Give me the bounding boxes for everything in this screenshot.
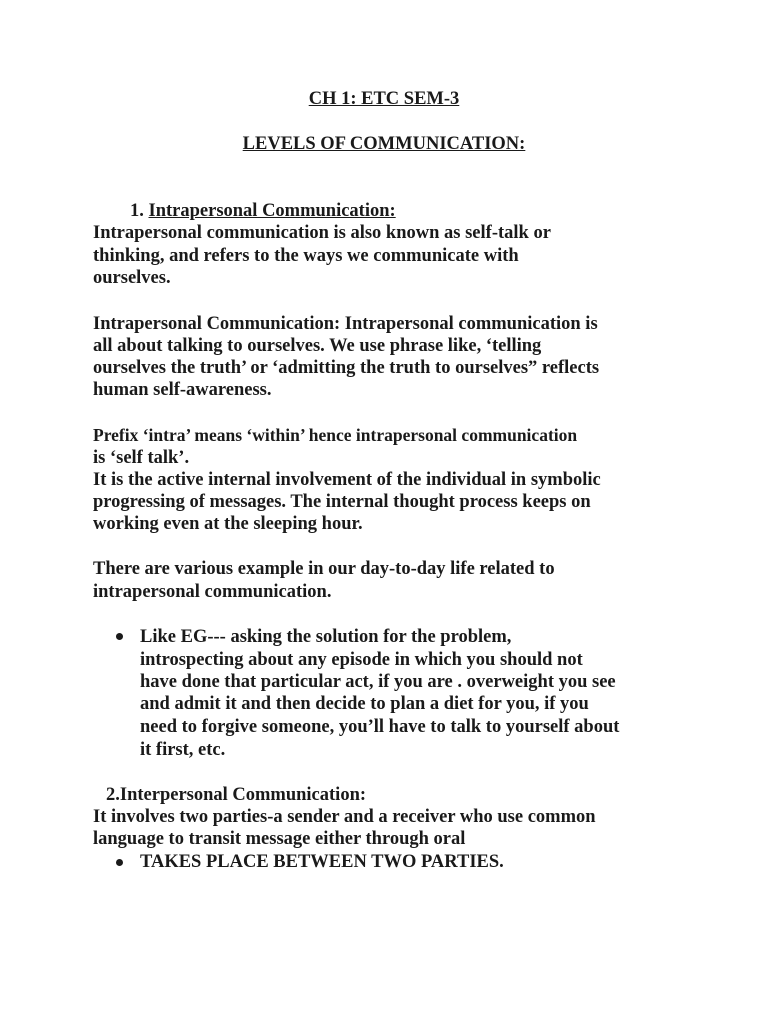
section-2-bullet: TAKES PLACE BETWEEN TWO PARTIES. [140,852,504,872]
section-1-para2-line: human self-awareness. [93,380,272,400]
section-1-para2-line: all about talking to ourselves. We use phrase like, ‘telling [93,336,542,356]
section-1-title: Intrapersonal Communication: [148,201,396,221]
section-1-para3-line: progressing of messages. The internal thought process keeps on [93,492,591,512]
section-1-para1-line: thinking, and refers to the ways we communicate with [93,246,519,266]
document-header: CH 1: ETC SEM-3 [308,89,460,109]
document-subheader: LEVELS OF COMMUNICATION: [242,134,526,154]
section-1-para3-line: working even at the sleeping hour. [93,514,363,534]
section-1-para2-line: Intrapersonal Communication: Intrapersonal communication is [93,314,598,334]
bullet-line: it first, etc. [140,740,226,760]
section-1-para3-line: is ‘self talk’. [93,448,190,468]
section-1-number: 1. [130,201,144,221]
bullet-line: and admit it and then decide to plan a diet for you, if you [140,694,589,714]
section-1-para2-line: ourselves the truth’ or ‘admitting the truth to ourselves” reflects [93,358,600,378]
section-1-para1-line: Intrapersonal communication is also known as self-talk or [93,223,551,243]
section-2-title: 2.Interpersonal Communication: [106,785,367,805]
section-1-para1-line: ourselves. [93,268,171,288]
bullet-line: Like EG--- asking the solution for the problem, [140,627,512,647]
bullet-line: introspecting about any episode in which you should not [140,650,583,670]
section-1-para4-line: There are various example in our day-to-day life related to [93,559,555,579]
bullet-line: need to forgive someone, you’ll have to talk to yourself about [140,717,620,737]
bullet-line: have done that particular act, if you are . overweight you see [140,672,616,692]
section-2-para1-line: language to transit message either through oral [93,829,466,849]
section-1-heading [130,200,396,222]
section-1-para3-line: It is the active internal involvement of the individual in symbolic [93,470,601,490]
section-1-para4-line: intrapersonal communication. [93,582,332,602]
section-1-para3-line: Prefix ‘intra’ means ‘within’ hence intrapersonal communication [93,425,578,445]
bullet-icon [116,633,123,640]
bullet-icon [116,859,123,866]
section-2-para1-line: It involves two parties-a sender and a receiver who use common [93,807,596,827]
